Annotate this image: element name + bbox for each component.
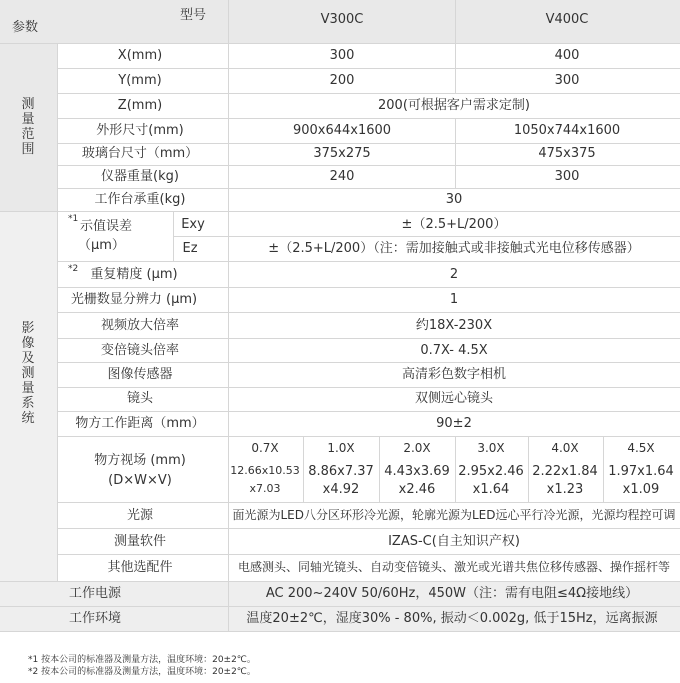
row-dims-label: 外形尺寸(mm) bbox=[96, 123, 184, 138]
fov-depth-3-0x: x1.64 bbox=[472, 482, 510, 497]
row-video-mag-value: 约18X-230X bbox=[415, 318, 493, 333]
fov-mag-4-5x: 4.5X bbox=[627, 441, 655, 455]
row-env-label: 工作环境 bbox=[68, 611, 122, 626]
row-fov-label: 物方视场 (mm) bbox=[94, 453, 186, 468]
row-glass-v400c: 475x375 bbox=[538, 146, 596, 161]
row-repeat-label: 重复精度 (μm) bbox=[90, 267, 178, 282]
model-v300c-header: V300C bbox=[320, 12, 364, 27]
fov-mag-4-0x: 4.0X bbox=[551, 441, 579, 455]
row-error-label: 示值误差 bbox=[80, 219, 133, 234]
row-light-label: 光源 bbox=[126, 508, 154, 523]
fov-value-4-0x: 2.22x1.84 bbox=[532, 464, 598, 479]
model-v400c-header: V400C bbox=[545, 12, 589, 27]
row-software-label: 测量软件 bbox=[113, 534, 167, 549]
row-lens-value: 双侧远心镜头 bbox=[414, 391, 494, 406]
row-x-v400c: 400 bbox=[554, 48, 580, 63]
footnote-1: *1 按本公司的标准器及测量方法，温度环境：20±2℃。 bbox=[28, 655, 256, 665]
row-dims-v300c: 900x644x1600 bbox=[292, 123, 392, 138]
fov-mag-0-7x: 0.7X bbox=[251, 441, 279, 455]
fov-mag-1-0x: 1.0X bbox=[327, 441, 355, 455]
row-x-v300c: 300 bbox=[329, 48, 355, 63]
row-sensor-value: 高清彩色数字相机 bbox=[401, 367, 507, 382]
row-load-value: 30 bbox=[445, 192, 463, 207]
row-sensor-label: 图像传感器 bbox=[107, 367, 173, 382]
row-glass-v300c: 375x275 bbox=[313, 146, 371, 161]
group-measure-range: 测量范围 bbox=[21, 97, 35, 157]
row-lens-label: 镜头 bbox=[126, 391, 154, 406]
row-grating-value: 1 bbox=[449, 292, 459, 307]
row-video-mag-label: 视频放大倍率 bbox=[100, 318, 180, 333]
fov-depth-2-0x: x2.46 bbox=[398, 482, 436, 497]
fov-depth-1-0x: x4.92 bbox=[322, 482, 360, 497]
fov-mag-2-0x: 2.0X bbox=[403, 441, 431, 455]
row-weight-label: 仪器重量(kg) bbox=[101, 169, 179, 184]
row-power-value: AC 200~240V 50/60Hz，450W（注：需有电阻≤4Ω接地线） bbox=[265, 586, 639, 601]
row-y-v300c: 200 bbox=[329, 73, 355, 88]
row-options-label: 其他选配件 bbox=[107, 560, 173, 575]
row-load-label: 工作台承重(kg) bbox=[94, 192, 186, 207]
fov-depth-4-0x: x1.23 bbox=[546, 482, 584, 497]
row-zoom-mag-value: 0.7X- 4.5X bbox=[420, 343, 488, 358]
fov-value-0-7x: 12.66x10.53 bbox=[230, 464, 300, 477]
row-exy-value: ±（2.5+L/200） bbox=[401, 217, 507, 232]
row-wd-label: 物方工作距离（mm） bbox=[75, 416, 205, 431]
fov-value-3-0x: 2.95x2.46 bbox=[458, 464, 524, 479]
row-env-value: 温度20±2℃，湿度30% - 80%, 振动＜0.002g, 低于15Hz，远离振源 bbox=[246, 611, 658, 626]
fov-depth-4-5x: x1.09 bbox=[622, 482, 660, 497]
model-header-label: 型号 bbox=[180, 8, 207, 23]
row-error-unit: （μm） bbox=[78, 238, 125, 253]
fov-value-4-5x: 1.97x1.64 bbox=[608, 464, 674, 479]
fov-mag-3-0x: 3.0X bbox=[477, 441, 505, 455]
row-y-v400c: 300 bbox=[554, 73, 580, 88]
row-weight-v400c: 300 bbox=[554, 169, 580, 184]
row-power-label: 工作电源 bbox=[68, 586, 122, 601]
row-fov-unit: (D×W×V) bbox=[108, 473, 172, 488]
row-glass-label: 玻璃台尺寸（mm） bbox=[81, 146, 199, 161]
row-y-label: Y(mm) bbox=[118, 73, 162, 88]
group-imaging-system: 影像及测量系统 bbox=[21, 321, 35, 426]
row-wd-value: 90±2 bbox=[436, 416, 472, 431]
row-ez-value: ±（2.5+L/200）（注：需加接触式或非接触式光电位移传感器） bbox=[268, 241, 640, 256]
fov-value-1-0x: 8.86x7.37 bbox=[308, 464, 374, 479]
row-exy-label: Exy bbox=[181, 217, 205, 232]
row-software-value: IZAS-C(自主知识产权) bbox=[388, 534, 520, 549]
row-ez-label: Ez bbox=[182, 241, 198, 256]
param-header-label: 参数 bbox=[12, 20, 39, 35]
row-zoom-mag-label: 变倍镜头倍率 bbox=[100, 343, 180, 358]
footnote-2: *2 按本公司的标准器及测量方法，温度环境：20±2℃。 bbox=[28, 667, 256, 677]
row-light-value: 面光源为LED八分区环形冷光源，轮廓光源为LED远心平行冷光源，光源均程控可调 bbox=[232, 508, 676, 522]
repeat-footnote-marker: *2 bbox=[68, 264, 79, 274]
row-weight-v300c: 240 bbox=[329, 169, 355, 184]
row-dims-v400c: 1050x744x1600 bbox=[513, 123, 621, 138]
error-footnote-marker: *1 bbox=[68, 214, 79, 224]
row-z-value: 200(可根据客户需求定制) bbox=[378, 98, 530, 113]
row-grating-label: 光栅数显分辨力 (μm) bbox=[70, 292, 198, 307]
row-repeat-value: 2 bbox=[449, 267, 459, 282]
row-options-value: 电感测头、同轴光镜头、自动变倍镜头、激光或光谱共焦位移传感器、操作摇杆等 bbox=[237, 560, 671, 574]
fov-depth-0-7x: x7.03 bbox=[249, 482, 281, 495]
fov-value-2-0x: 4.43x3.69 bbox=[384, 464, 450, 479]
row-x-label: X(mm) bbox=[117, 48, 163, 63]
row-z-label: Z(mm) bbox=[117, 98, 163, 113]
